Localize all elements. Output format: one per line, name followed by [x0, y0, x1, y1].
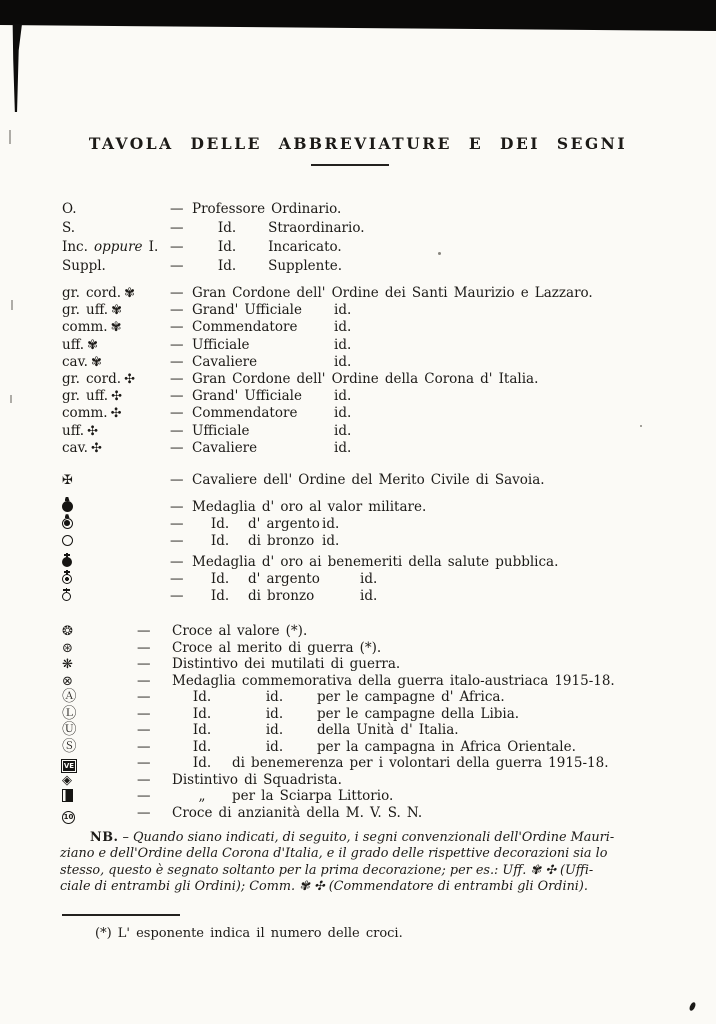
abbreviation [62, 656, 137, 674]
unita-italia-icon: Ⓤ [62, 722, 77, 738]
bronze-medal-icon [62, 535, 73, 546]
dash: — [170, 571, 184, 588]
dash: — [170, 336, 184, 353]
section-ordine-corona [62, 371, 688, 457]
abbr-text: comm. [62, 319, 108, 336]
corona-cross-icon: ✣ [110, 406, 122, 422]
table-row [62, 302, 688, 319]
desc-col2: Supplente. [268, 258, 343, 274]
desc-col3: per le campagne della Libia. [317, 705, 520, 722]
ditto-mark: „ [198, 788, 206, 804]
commemorative-medal-icon: ⊗ [62, 673, 73, 689]
table-row [62, 689, 688, 706]
desc-col1: Ufficiale [192, 336, 250, 353]
dash: — [170, 472, 184, 488]
abbreviation [62, 388, 170, 405]
mutilati-badge-icon: ❋ [62, 657, 73, 672]
desc-col3: per la Sciarpa Littorio. [232, 788, 394, 804]
section-salute-pubblica [62, 554, 688, 606]
abbr-text: cav. [62, 353, 88, 370]
section-merito-civile [62, 471, 688, 489]
table-row [62, 588, 688, 605]
abbreviation [62, 772, 137, 790]
abbr-text: gr. cord. [62, 371, 122, 387]
table-row [62, 623, 688, 640]
silver-medal-icon [62, 518, 73, 529]
dash: — [170, 220, 184, 236]
desc-col3: id. [360, 588, 378, 605]
desc-col1: Id. [192, 722, 212, 738]
dash: — [170, 516, 184, 533]
abbreviation [62, 337, 170, 354]
table-row [62, 238, 688, 257]
nb-line: ciale di entrambi gli Ordini); Comm. ✾ ✣ (Commendatore di entrambi gli Ordini). [60, 878, 588, 894]
maurizio-rosette-icon: ✾ [87, 337, 99, 353]
dash: — [170, 439, 184, 456]
silver-health-medal-icon [62, 574, 72, 584]
abbreviation [62, 805, 137, 824]
abbreviation [62, 405, 170, 422]
desc-col3: per le campagne d' Africa. [317, 689, 505, 705]
gold-medal-icon [62, 501, 73, 512]
table-row [62, 219, 688, 238]
dash: — [170, 405, 184, 422]
bronze-health-medal-icon [62, 592, 71, 601]
desc-col1: Id. [210, 571, 230, 588]
desc-col1: Id. [210, 588, 230, 605]
abbreviation [62, 302, 170, 319]
dash: — [170, 388, 184, 405]
desc-col3: per la campagna in Africa Orientale. [317, 738, 576, 755]
abbreviation [62, 371, 170, 388]
abbreviation [62, 588, 170, 605]
war-merit-cross-icon: ⊛ [62, 640, 73, 656]
table-row [62, 772, 688, 789]
dash: — [170, 258, 184, 274]
savoia-cross-icon: ✠ [62, 473, 73, 488]
table-row [62, 533, 688, 550]
libya-campaigns-icon: Ⓛ [62, 705, 77, 722]
dash: — [137, 689, 151, 705]
section-croci-distintivi [62, 623, 688, 821]
scan-edge-band [0, 0, 716, 34]
dash: — [137, 755, 151, 771]
desc-col1: Id. [217, 239, 237, 255]
table-row [62, 706, 688, 723]
desc-col2: id. [334, 422, 352, 439]
table-row [62, 471, 688, 489]
table-row [62, 405, 688, 422]
page-title: TAVOLA DELLE ABBREVIATURE E DEI SEGNI [88, 134, 628, 153]
dash: — [137, 771, 151, 788]
desc-col1: Id. [192, 738, 212, 755]
desc-col1: Grand' Ufficiale [192, 302, 302, 319]
nb-line [60, 830, 660, 846]
table-row [62, 371, 688, 388]
abbreviation [62, 440, 170, 457]
desc: Gran Cordone dell' Ordine della Corona d' Italia. [192, 371, 539, 387]
abbreviation [62, 516, 170, 533]
table-row [62, 354, 688, 371]
table-row [62, 722, 688, 739]
desc-col1: Id. [210, 533, 230, 550]
maurizio-rosette-icon: ✾ [90, 354, 102, 370]
dash: — [170, 302, 184, 319]
desc-col1: Commendatore [192, 405, 298, 422]
dash: — [170, 239, 184, 255]
desc-col3: della Unità d' Italia. [317, 722, 459, 738]
desc-col1: Professore [192, 201, 266, 217]
dash: — [137, 639, 151, 656]
abbreviation [62, 788, 137, 805]
dash: — [170, 588, 184, 605]
ink-blot [11, 24, 22, 112]
abbreviation [62, 722, 137, 739]
paper-mark [689, 1001, 697, 1011]
dash: — [170, 285, 184, 301]
desc: Medaglia commemorativa della guerra italo-austriaca 1915-18. [172, 672, 615, 689]
abbreviation [62, 285, 170, 302]
desc-col1: Commendatore [192, 319, 298, 336]
desc-col1: Id. [217, 220, 237, 236]
abbreviation [62, 640, 137, 658]
abbreviation: Suppl. [62, 258, 106, 274]
table-row [62, 285, 688, 302]
dash: — [137, 788, 151, 804]
desc-col1: Id. [192, 689, 212, 705]
abbr-italic: oppure [93, 239, 143, 255]
abbreviation [62, 354, 170, 371]
desc-col1: Cavaliere [192, 439, 258, 456]
desc-col1: Grand' Ufficiale [192, 388, 302, 405]
table-row [62, 805, 688, 822]
abbr-text: gr. uff. [62, 302, 109, 319]
table-row [62, 571, 688, 588]
abbr-text: gr. cord. [62, 285, 122, 301]
abbreviation [62, 423, 170, 440]
corona-cross-icon: ✣ [90, 440, 102, 456]
abbreviation [62, 571, 170, 588]
desc-col2: id. [334, 336, 352, 353]
table-row [62, 337, 688, 354]
desc-col2: Incaricato. [268, 239, 342, 255]
dash: — [170, 422, 184, 439]
littorio-scarf-icon [62, 789, 73, 802]
table-row [62, 200, 688, 219]
maurizio-rosette-icon: ✾ [110, 320, 122, 336]
abbreviation: O. [62, 201, 77, 217]
paper-mark [10, 395, 12, 403]
desc-col3: di benemerenza per i volontari della guerra 1915-18. [232, 755, 609, 771]
abbreviation [62, 554, 170, 571]
desc-col2: id. [265, 738, 284, 755]
desc-col2: id. [265, 722, 284, 738]
squadrista-badge-icon: ◈ [62, 772, 72, 788]
dash: — [137, 672, 151, 689]
abbreviation [62, 499, 170, 516]
desc-col2: d' argento [248, 571, 320, 588]
table-row [62, 788, 688, 805]
dash: — [137, 738, 151, 755]
desc-col1: Id. [210, 516, 230, 533]
gold-health-medal-icon [62, 557, 72, 567]
dash: — [170, 554, 184, 570]
table-row [62, 656, 688, 673]
desc-col2: id. [334, 353, 352, 370]
dash: — [170, 353, 184, 370]
section-professors [62, 200, 688, 276]
abbreviation [62, 706, 137, 723]
dash: — [137, 705, 151, 722]
desc-col2: di bronzo [248, 588, 315, 605]
desc-col1: Id. [192, 755, 212, 771]
dash: — [170, 201, 184, 217]
table-row [62, 640, 688, 657]
desc: Medaglia d' oro al valor militare. [192, 499, 427, 515]
abbreviation [62, 533, 170, 550]
table-row [62, 673, 688, 690]
abbreviation [62, 623, 137, 641]
desc-col1: Cavaliere [192, 353, 258, 370]
nb-line: stesso, questo è segnato soltanto per la prima decorazione; per es.: Uff. ✾ ✣ (Uffi- [60, 862, 594, 878]
abbreviation [62, 238, 170, 257]
desc-col1: Id. [217, 258, 237, 274]
dash: — [137, 804, 151, 821]
title-rule [311, 164, 389, 166]
desc: Croce al merito di guerra (*). [172, 639, 382, 656]
desc: Cavaliere dell' Ordine del Merito Civile di Savoia. [192, 472, 545, 488]
paper-mark [11, 300, 13, 310]
table-row [62, 554, 688, 571]
nota-bene [60, 830, 660, 895]
abbr-text: I. [142, 239, 159, 255]
desc-col3: id. [322, 533, 340, 550]
corona-cross-icon: ✣ [124, 372, 135, 387]
valor-cross-icon: ❂ [62, 624, 73, 639]
desc: Croce al valore (*). [172, 623, 308, 639]
corona-cross-icon: ✣ [87, 423, 99, 439]
table-row [62, 319, 688, 336]
table-row [62, 440, 688, 457]
desc-col3: id. [322, 516, 340, 533]
dash: — [170, 371, 184, 387]
maurizio-rosette-icon: ✾ [124, 286, 135, 301]
desc-col2: id. [265, 705, 284, 722]
table-row [62, 423, 688, 440]
desc-col2: Ordinario. [271, 201, 342, 217]
dash: — [170, 533, 184, 550]
desc-col2: Straordinario. [268, 220, 365, 236]
dash: — [170, 319, 184, 336]
abbr-text: comm. [62, 405, 108, 422]
desc-col2: id. [334, 388, 352, 405]
dash: — [137, 656, 151, 672]
abbr-text: uff. [62, 336, 85, 353]
footnote: (*) L' esponente indica il numero delle croci. [95, 926, 403, 941]
desc-col2: id. [265, 689, 284, 705]
nb-line: ziano e dell'Ordine della Corona d'Italia, e il grado delle rispettive decorazioni sia lo [60, 846, 608, 862]
abbreviation [62, 471, 170, 490]
abbreviation [62, 755, 137, 772]
corona-cross-icon: ✣ [111, 389, 122, 405]
section-ordine-maurizio [62, 285, 688, 371]
abbr-text: Inc. [62, 239, 94, 255]
abbr-text: cav. [62, 439, 88, 456]
abbreviation [62, 739, 137, 756]
table-row [62, 388, 688, 405]
desc-col1: Ufficiale [192, 422, 250, 439]
desc-col2: id. [334, 302, 352, 319]
abbr-text: gr. uff. [62, 388, 109, 405]
desc-col1: Id. [192, 705, 212, 722]
footnote-rule [62, 914, 180, 916]
dash: — [137, 623, 151, 639]
nb-label: NB. [90, 830, 119, 845]
abbreviation [62, 319, 170, 336]
table-row [62, 516, 688, 533]
section-valor-militare [62, 499, 688, 551]
abbreviation: S. [62, 220, 76, 236]
desc: Distintivo dei mutilati di guerra. [172, 656, 401, 672]
desc-col2: d' argento [248, 516, 320, 533]
desc: Medaglia d' oro ai benemeriti della salute pubblica. [192, 554, 559, 570]
table-row [62, 499, 688, 516]
desc: Gran Cordone dell' Ordine dei Santi Maurizio e Lazzaro. [192, 285, 593, 301]
dash: — [137, 722, 151, 738]
desc-col2: id. [334, 319, 352, 336]
desc-col2: id. [334, 439, 352, 456]
abbreviation [62, 673, 137, 691]
nb-text: – Quando siano indicati, di seguito, i segni convenzionali dell'Ordine Mauri- [122, 830, 615, 845]
desc-col3: id. [360, 571, 378, 588]
table-row [62, 257, 688, 276]
desc: Distintivo di Squadrista. [172, 771, 342, 788]
volunteers-badge-icon: VE [63, 762, 75, 770]
abbr-text: uff. [62, 422, 85, 439]
dash: — [170, 499, 184, 515]
maurizio-rosette-icon: ✾ [111, 303, 122, 319]
desc-col2: id. [334, 405, 352, 422]
desc-col2: di bronzo [248, 533, 315, 550]
table-row [62, 755, 688, 772]
desc: Croce di anzianità della M. V. S. N. [172, 804, 423, 821]
table-row [62, 739, 688, 756]
abbreviation [62, 689, 137, 706]
africa-campaigns-icon: Ⓐ [62, 689, 77, 705]
east-africa-campaign-icon: Ⓢ [62, 738, 77, 755]
mvsn-seniority-icon: 10 [62, 811, 75, 824]
